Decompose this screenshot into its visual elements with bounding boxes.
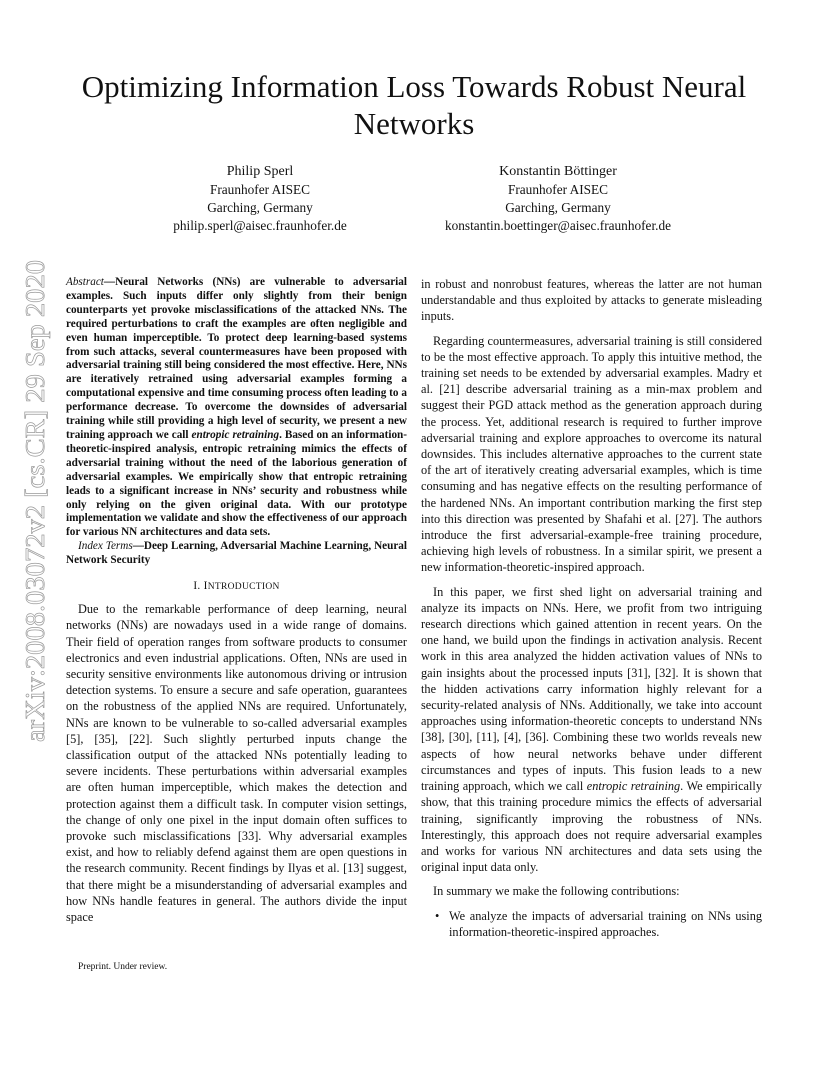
footnote: Preprint. Under review. (78, 962, 168, 972)
arxiv-stamp (18, 258, 52, 742)
intro-paragraph-3-text-2: . We empirically show, that this training procedure mimics the effects of adversarial training, significantly improving the robustness of NNs. Interestingly, this approach does not require adversarial examples and works for various NN architectures and data sets using the original input data only. (421, 779, 762, 875)
intro-paragraph-2: Regarding countermeasures, adversarial training is still considered to be the most effective approach. To apply this intuitive method, the training set needs to be extended by adversarial examples. Madry et al. [21] describe adversarial training as a min-max problem and suggest their PGD attack method as the generation approach during the process. Yet, additional research is required to further improve adversarial training and explore approaches to overcome its natural downsides. This includes alternative approaches to the current state of the art of iteratively creating adversarial examples, which is time consuming and has negative effects on the resulting performance of the hardened NNs. An important contribution marking the first step into this direction was presented by Shafahi et al. [27]. The authors introduce the first adversarial-example-free training procedure, achieving high levels of robustness. In a similar spirit, we present a new information-theoretic-inspired approach. (421, 333, 762, 575)
author-block-2 (420, 163, 696, 235)
author-affiliation: Fraunhofer AISEC (209, 182, 311, 197)
author-name: Konstantin Böttinger (499, 164, 617, 179)
left-column (66, 276, 407, 925)
intro-paragraph-3 (421, 584, 762, 876)
abstract-term: entropic retraining (191, 428, 280, 441)
abstract-label: Abstract (66, 276, 104, 288)
abstract-text-2: . Based on an information-theoretic-inspired analysis, entropic retraining mimics the effects of adversarial training without the need of the laborious generation of adversarial examples. We empirically show that entropic retraining leads to a significant increase in NNs’ security and robustness while only relying on the given original data. With our prototype implementation we validate and show the effectiveness of our approach for various NN architectures and data sets. (66, 428, 407, 539)
section-title-initial: I (203, 580, 208, 593)
author-location: Garching, Germany (505, 200, 611, 215)
author-name: Philip Sperl (226, 164, 294, 179)
index-terms-text: —Deep Learning, Adversarial Machine Learning, Neural Network Security (66, 540, 408, 567)
abstract (66, 276, 407, 540)
section-title-rest: NTRODUCTION (207, 582, 280, 593)
arxiv-stamp-text: arXiv:2008.03072v2 [cs.CR] 29 Sep 2020 (20, 286, 50, 742)
section-heading (66, 578, 407, 595)
intro-paragraph-3-text-1: In this paper, we first shed light on adversarial training and analyze its impacts on NNs. Here, we profit from two intriguing research directions which gained attention in recent years. On the one hand, we build upon the findings in activation analysis. Recent work in this area analyzed the hidden activation values of NNs to gain insights about the processed inputs [31], [32]. It is shown that the hidden activations carry information highly relevant for a security-related analysis of NNs. Additionally, we take into account approaches using information-theoretic concepts to understand NNs [38], [30], [11], [4], [36]. Combining these two worlds reveals new aspects of how neural networks behave under different circumstances and types of inputs. This fusion leads to a new training approach, which we call (421, 584, 762, 794)
intro-paragraph-3-term: entropic retraining (586, 779, 681, 794)
author-affiliation: Fraunhofer AISEC (507, 182, 609, 197)
author-location: Garching, Germany (207, 200, 313, 215)
section-number: I. (193, 580, 201, 593)
author-block-1 (140, 163, 380, 235)
index-terms (66, 540, 407, 568)
abstract-text-1: —Neural Networks (NNs) are vulnerable to adversarial examples. Such inputs differ only slightly from their benign counterparts yet provoke misclassifications of the attacked NNs. The required perturbations to craft the examples are often negligible and even human imperceptible. To protect deep learning-based systems from such attacks, several countermeasures have been proposed with adversarial training still being considered the most effective. Here, NNs are iteratively retrained using adversarial examples forming a computational expensive and time consuming process often leading to a performance decrease. To overcome the downsides of adversarial training while still providing a high level of security, we present a new training approach we call (66, 276, 407, 441)
right-column (421, 276, 762, 940)
intro-paragraph-continued: in robust and nonrobust features, whereas the latter are not human understandable and thus exploited by attacks to generate misleading inputs. (421, 277, 762, 324)
author-email: philip.sperl@aisec.fraunhofer.de (173, 218, 347, 233)
contribution-text: We analyze the impacts of adversarial training on NNs using information-theoretic-inspired approaches. (449, 908, 762, 939)
bullet-icon: • (435, 908, 440, 923)
author-email: konstantin.boettinger@aisec.fraunhofer.de (444, 218, 672, 233)
index-terms-label: Index Terms (78, 540, 133, 553)
paper-title: Optimizing Information Loss Towards Robust Neural Networks (81, 69, 747, 141)
intro-paragraph-4: In summary we make the following contributions: (433, 884, 680, 899)
intro-paragraph-1: Due to the remarkable performance of deep learning, neural networks (NNs) are nowadays used in a wide range of domains. Their field of operation ranges from software products to consumer electronics and even industrial applications. Often, NNs are used in security sensitive environments like autonomous driving or intrusion detection systems. To ensure a secure and safe operation, guarantees on the robustness of the applied NNs are required. Unfortunately, NNs are known to be vulnerable to so-called adversarial examples [5], [35], [22]. Such slightly perturbed inputs change the classification output of the attacked NNs potentially leading to severe incidents. These perturbations within adversarial examples are often human imperceptible, which makes the detection and protection against them a difficult task. In computer vision settings, the change of only one pixel in the input domain often suffices to provoke such misclassifications [33]. Why adversarial examples exist, and how to reliably defend against them are open questions in the research community. Recent findings by Ilyas et al. [13] suggest, that there might be a misunderstanding of adversarial examples and how NNs handle features in general. The authors divide the input space (66, 602, 407, 925)
contribution-bullet (421, 908, 762, 940)
